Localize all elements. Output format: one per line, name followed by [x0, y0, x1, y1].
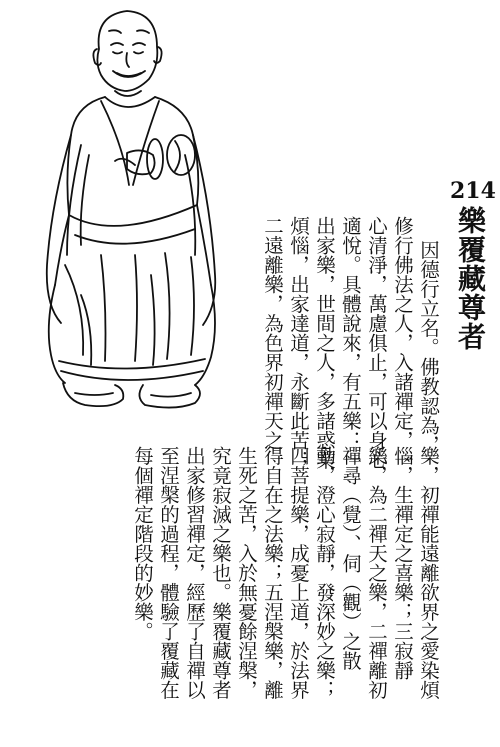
text-column: 修行佛法之人，入諸禪定，一	[391, 216, 414, 470]
text-column: 生死之苦，入於無憂餘涅槃，	[235, 446, 258, 700]
text-column: 樂，初禪能遠離欲界之愛染煩	[417, 446, 440, 700]
text-column: 每個禪定階段的妙樂。	[131, 446, 154, 641]
entry-number: 214	[450, 178, 496, 204]
text-column: 因德行立名。佛教認為，	[417, 240, 440, 455]
seated-monk-illustration	[5, 5, 230, 420]
text-column: 樂，為二禪天之樂，二禪離初	[365, 446, 388, 700]
text-column: 適悅。具體說來，有五樂：一	[339, 216, 362, 470]
text-column: 煩惱，出家達道，永斷此苦；	[287, 216, 310, 470]
text-column: 動，澄心寂靜，發深妙之樂；	[313, 446, 336, 700]
text-column: 心清淨，萬慮俱止，可以身心	[365, 216, 388, 470]
text-column: 出家樂，世間之人，多諸惑業	[313, 216, 336, 470]
text-column: 出家修習禪定，經歷了自禪以	[183, 446, 206, 700]
text-column: 得自在之法樂；五涅槃樂，離	[261, 446, 284, 700]
text-column: 禪尋（覺）、伺（觀）之散	[339, 446, 362, 671]
text-column: 至涅槃的過程，體驗了覆藏在	[157, 446, 180, 700]
text-column: 二遠離樂，為色界初禪天之	[261, 216, 284, 450]
entry-title: 樂覆藏尊者	[454, 206, 487, 351]
text-column: 惱，生禪定之喜樂；三寂靜	[391, 446, 414, 680]
text-column: 究竟寂滅之樂也。樂覆藏尊者	[209, 446, 232, 700]
text-column: 四菩提樂，成憂上道，於法界	[287, 446, 310, 700]
